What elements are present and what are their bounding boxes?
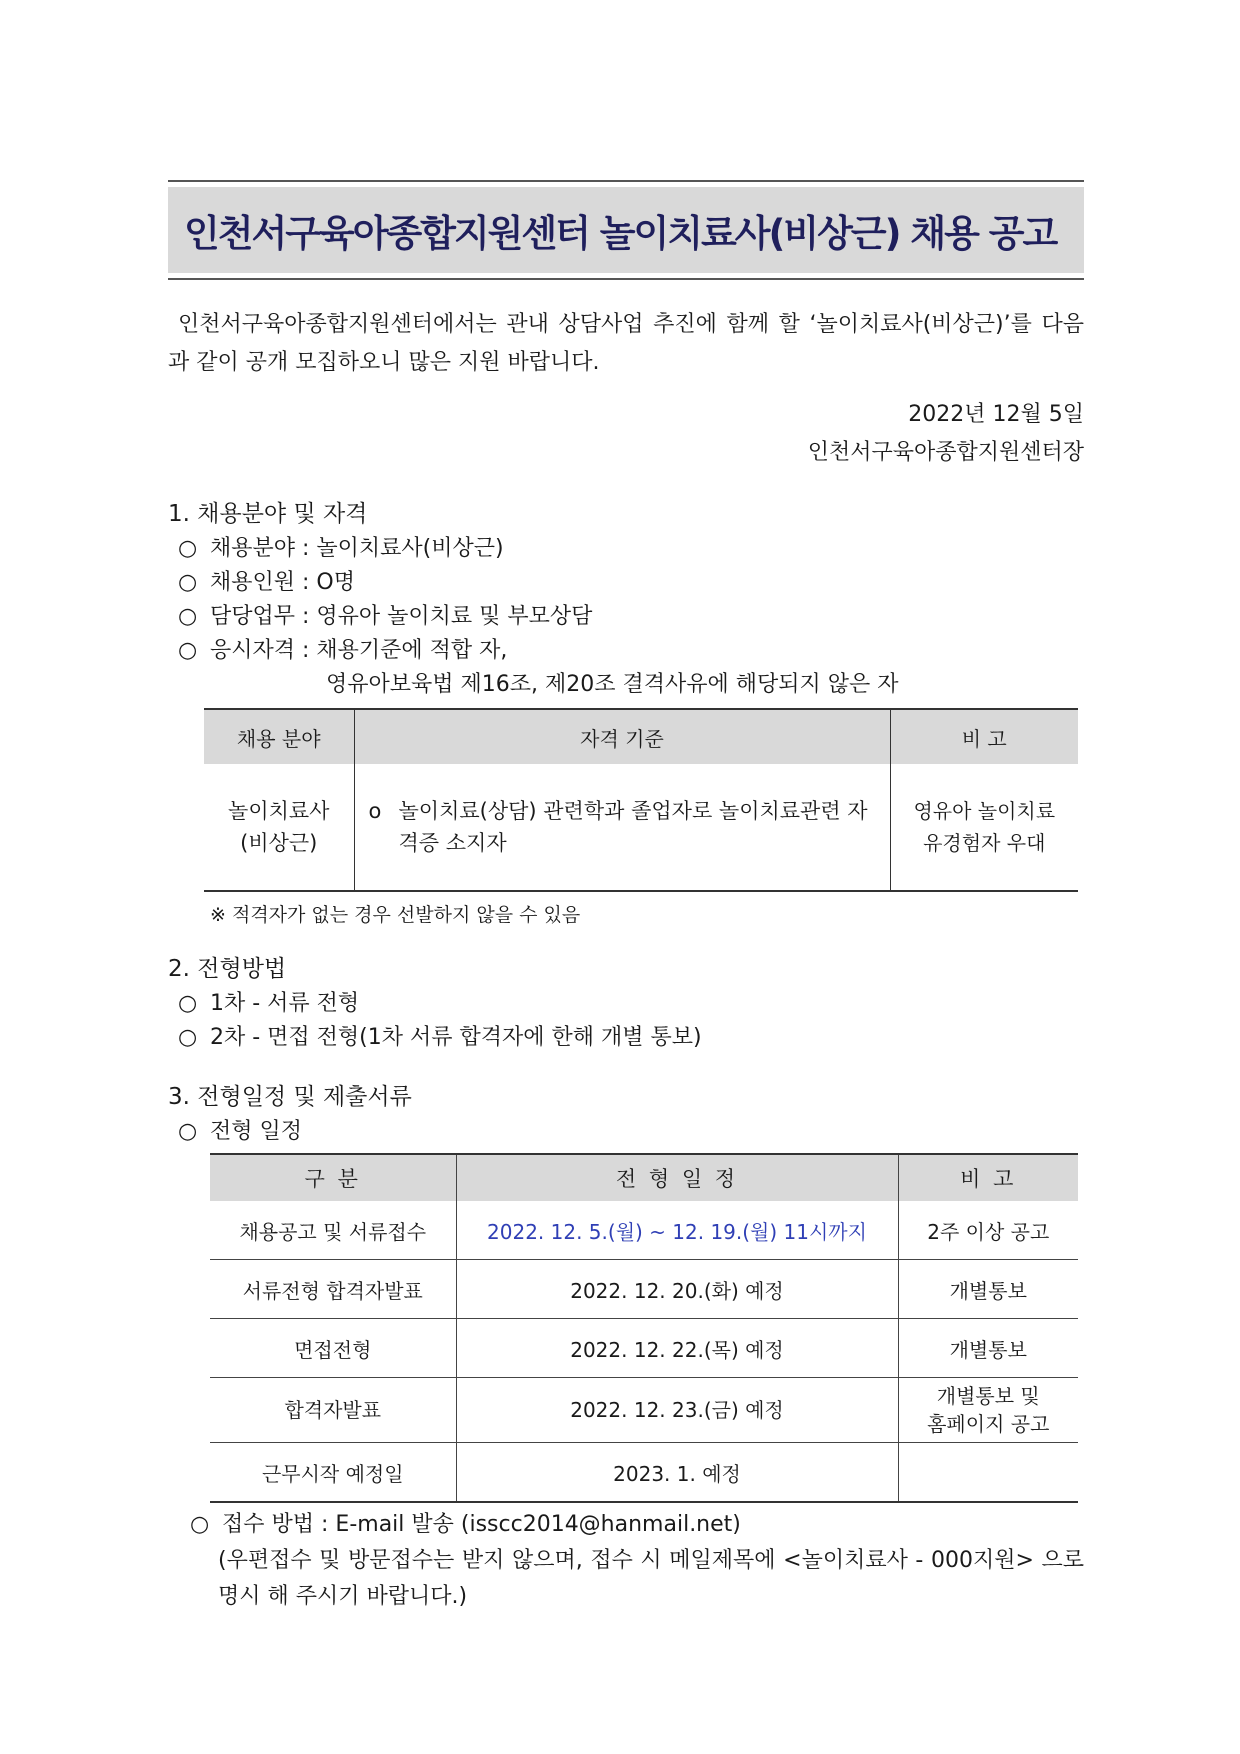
method-label: 접수 방법: [222, 1512, 315, 1537]
table-row: [210, 1378, 1078, 1443]
note-cell: 개별통보: [898, 1260, 1078, 1319]
section-schedule: [168, 1079, 1084, 1615]
circle-bullet-icon: ○: [178, 570, 198, 595]
category-cell: 채용공고 및 서류접수: [210, 1201, 456, 1260]
section-recruitment: [168, 496, 1084, 927]
list-item: ○ 채용인원 : O명: [168, 566, 1084, 600]
section-heading: 3. 전형일정 및 제출서류: [168, 1084, 412, 1110]
circle-bullet-icon: ○: [178, 1025, 198, 1050]
circle-bullet-icon: ○: [178, 536, 198, 561]
category-cell: 서류전형 합격자발표: [210, 1260, 456, 1319]
circle-bullet-icon: ○: [190, 1512, 210, 1537]
item-value: 놀이치료사(비상근): [316, 536, 504, 561]
note-cell: [890, 764, 1078, 891]
item-label: 담당업무: [210, 604, 296, 629]
table-header-row: [204, 709, 1078, 764]
schedule-cell: 2022. 12. 22.(목) 예정: [456, 1319, 898, 1378]
issuer-name: 인천서구육아종합지원센터장: [807, 440, 1084, 465]
table-header-cell: 비 고: [898, 1154, 1078, 1201]
qualification-table: [204, 708, 1078, 892]
field-cell: [204, 764, 354, 891]
schedule-cell: 2022. 12. 5.(월) ~ 12. 19.(월) 11시까지: [456, 1201, 898, 1260]
list-item: ○ 응시자격 : 채용기준에 적합 자,: [168, 634, 1084, 668]
note-cell: [898, 1378, 1078, 1443]
title-box: [168, 187, 1084, 273]
item-label: 채용인원: [210, 570, 296, 595]
table-header-row: [210, 1154, 1078, 1201]
qualification-text: 놀이치료(상담) 관련학과 졸업자로 놀이치료관련 자격증 소지자: [398, 799, 868, 855]
table-header-cell: 비 고: [890, 709, 1078, 764]
item-value: 영유아 놀이치료 및 부모상담: [316, 604, 593, 629]
section-heading: 2. 전형방법: [168, 956, 287, 982]
submission-method: ○ 접수 방법 : E-mail 발송 (isscc2014@hanmail.net): [168, 1507, 1084, 1543]
qualification-cell: [354, 764, 890, 891]
note-line: 영유아 놀이치료: [913, 799, 1056, 823]
qualification-continuation: 영유아보육법 제16조, 제20조 결격사유에 해당되지 않은 자: [326, 672, 899, 697]
note-cell: 2주 이상 공고: [898, 1201, 1078, 1260]
circle-bullet-icon: ○: [178, 1119, 198, 1144]
table-row: [210, 1443, 1078, 1503]
note-line: 개별통보 및: [936, 1384, 1040, 1408]
bullet-icon: o: [368, 799, 382, 823]
schedule-cell: 2022. 12. 23.(금) 예정: [456, 1378, 898, 1443]
table-row: [204, 764, 1078, 891]
page-title: 인천서구육아종합지원센터 놀이치료사(비상근) 채용 공고: [184, 212, 1057, 255]
note-line: 홈페이지 공고: [927, 1412, 1050, 1436]
table-row: [210, 1319, 1078, 1378]
item-text: 2차 - 면접 전형(1차 서류 합격자에 한해 개별 통보): [210, 1025, 702, 1050]
field-line: (비상근): [240, 831, 318, 855]
schedule-cell: 2022. 12. 20.(화) 예정: [456, 1260, 898, 1319]
footnote: ※ 적격자가 없는 경우 선발하지 않을 수 있음: [210, 904, 581, 926]
table-header-cell: 구 분: [210, 1154, 456, 1201]
item-label: 채용분야: [210, 536, 296, 561]
category-cell: 근무시작 예정일: [210, 1443, 456, 1503]
list-item: [168, 1021, 1084, 1055]
schedule-table: [210, 1153, 1078, 1503]
note-cell: 개별통보: [898, 1319, 1078, 1378]
section-selection-method: [168, 951, 1084, 1055]
table-row: [210, 1201, 1078, 1260]
intro-paragraph: 인천서구육아종합지원센터에서는 관내 상담사업 추진에 함께 할 ‘놀이치료사(비상근)’를 다음과 같이 공개 모집하오니 많은 지원 바랍니다.: [168, 312, 1084, 375]
method-value: E-mail 발송 (isscc2014@hanmail.net): [335, 1512, 741, 1537]
table-header-cell: 채용 분야: [204, 709, 354, 764]
list-item: [168, 1115, 1084, 1149]
date-block: [168, 396, 1084, 472]
title-banner: [168, 180, 1084, 280]
list-item: [168, 987, 1084, 1021]
list-item: ○ 채용분야 : 놀이치료사(비상근): [168, 532, 1084, 566]
circle-bullet-icon: ○: [178, 638, 198, 663]
category-cell: 면접전형: [210, 1319, 456, 1378]
submission-detail: (우편접수 및 방문접수는 받지 않으며, 접수 시 메일제목에 <놀이치료사 - 000지원> 으로 명시 해 주시기 바랍니다.): [218, 1548, 1084, 1609]
table-header-cell: 자격 기준: [354, 709, 890, 764]
field-line: 놀이치료사: [228, 799, 330, 823]
note-cell: [898, 1443, 1078, 1503]
note-line: 유경험자 우대: [923, 831, 1046, 855]
item-text: 1차 - 서류 전형: [210, 991, 360, 1016]
announcement-date: 2022년 12월 5일: [908, 402, 1084, 427]
section-heading: 1. 채용분야 및 자격: [168, 501, 368, 527]
circle-bullet-icon: ○: [178, 991, 198, 1016]
document-page: [168, 180, 1084, 1615]
table-row: [210, 1260, 1078, 1319]
item-value: 채용기준에 적합 자,: [316, 638, 508, 663]
item-text: 전형 일정: [210, 1119, 303, 1144]
item-label: 응시자격: [210, 638, 296, 663]
item-value: O명: [316, 570, 355, 595]
category-cell: 합격자발표: [210, 1378, 456, 1443]
list-item: ○ 담당업무 : 영유아 놀이치료 및 부모상담: [168, 600, 1084, 634]
table-header-cell: 전 형 일 정: [456, 1154, 898, 1201]
schedule-cell: 2023. 1. 예정: [456, 1443, 898, 1503]
circle-bullet-icon: ○: [178, 604, 198, 629]
